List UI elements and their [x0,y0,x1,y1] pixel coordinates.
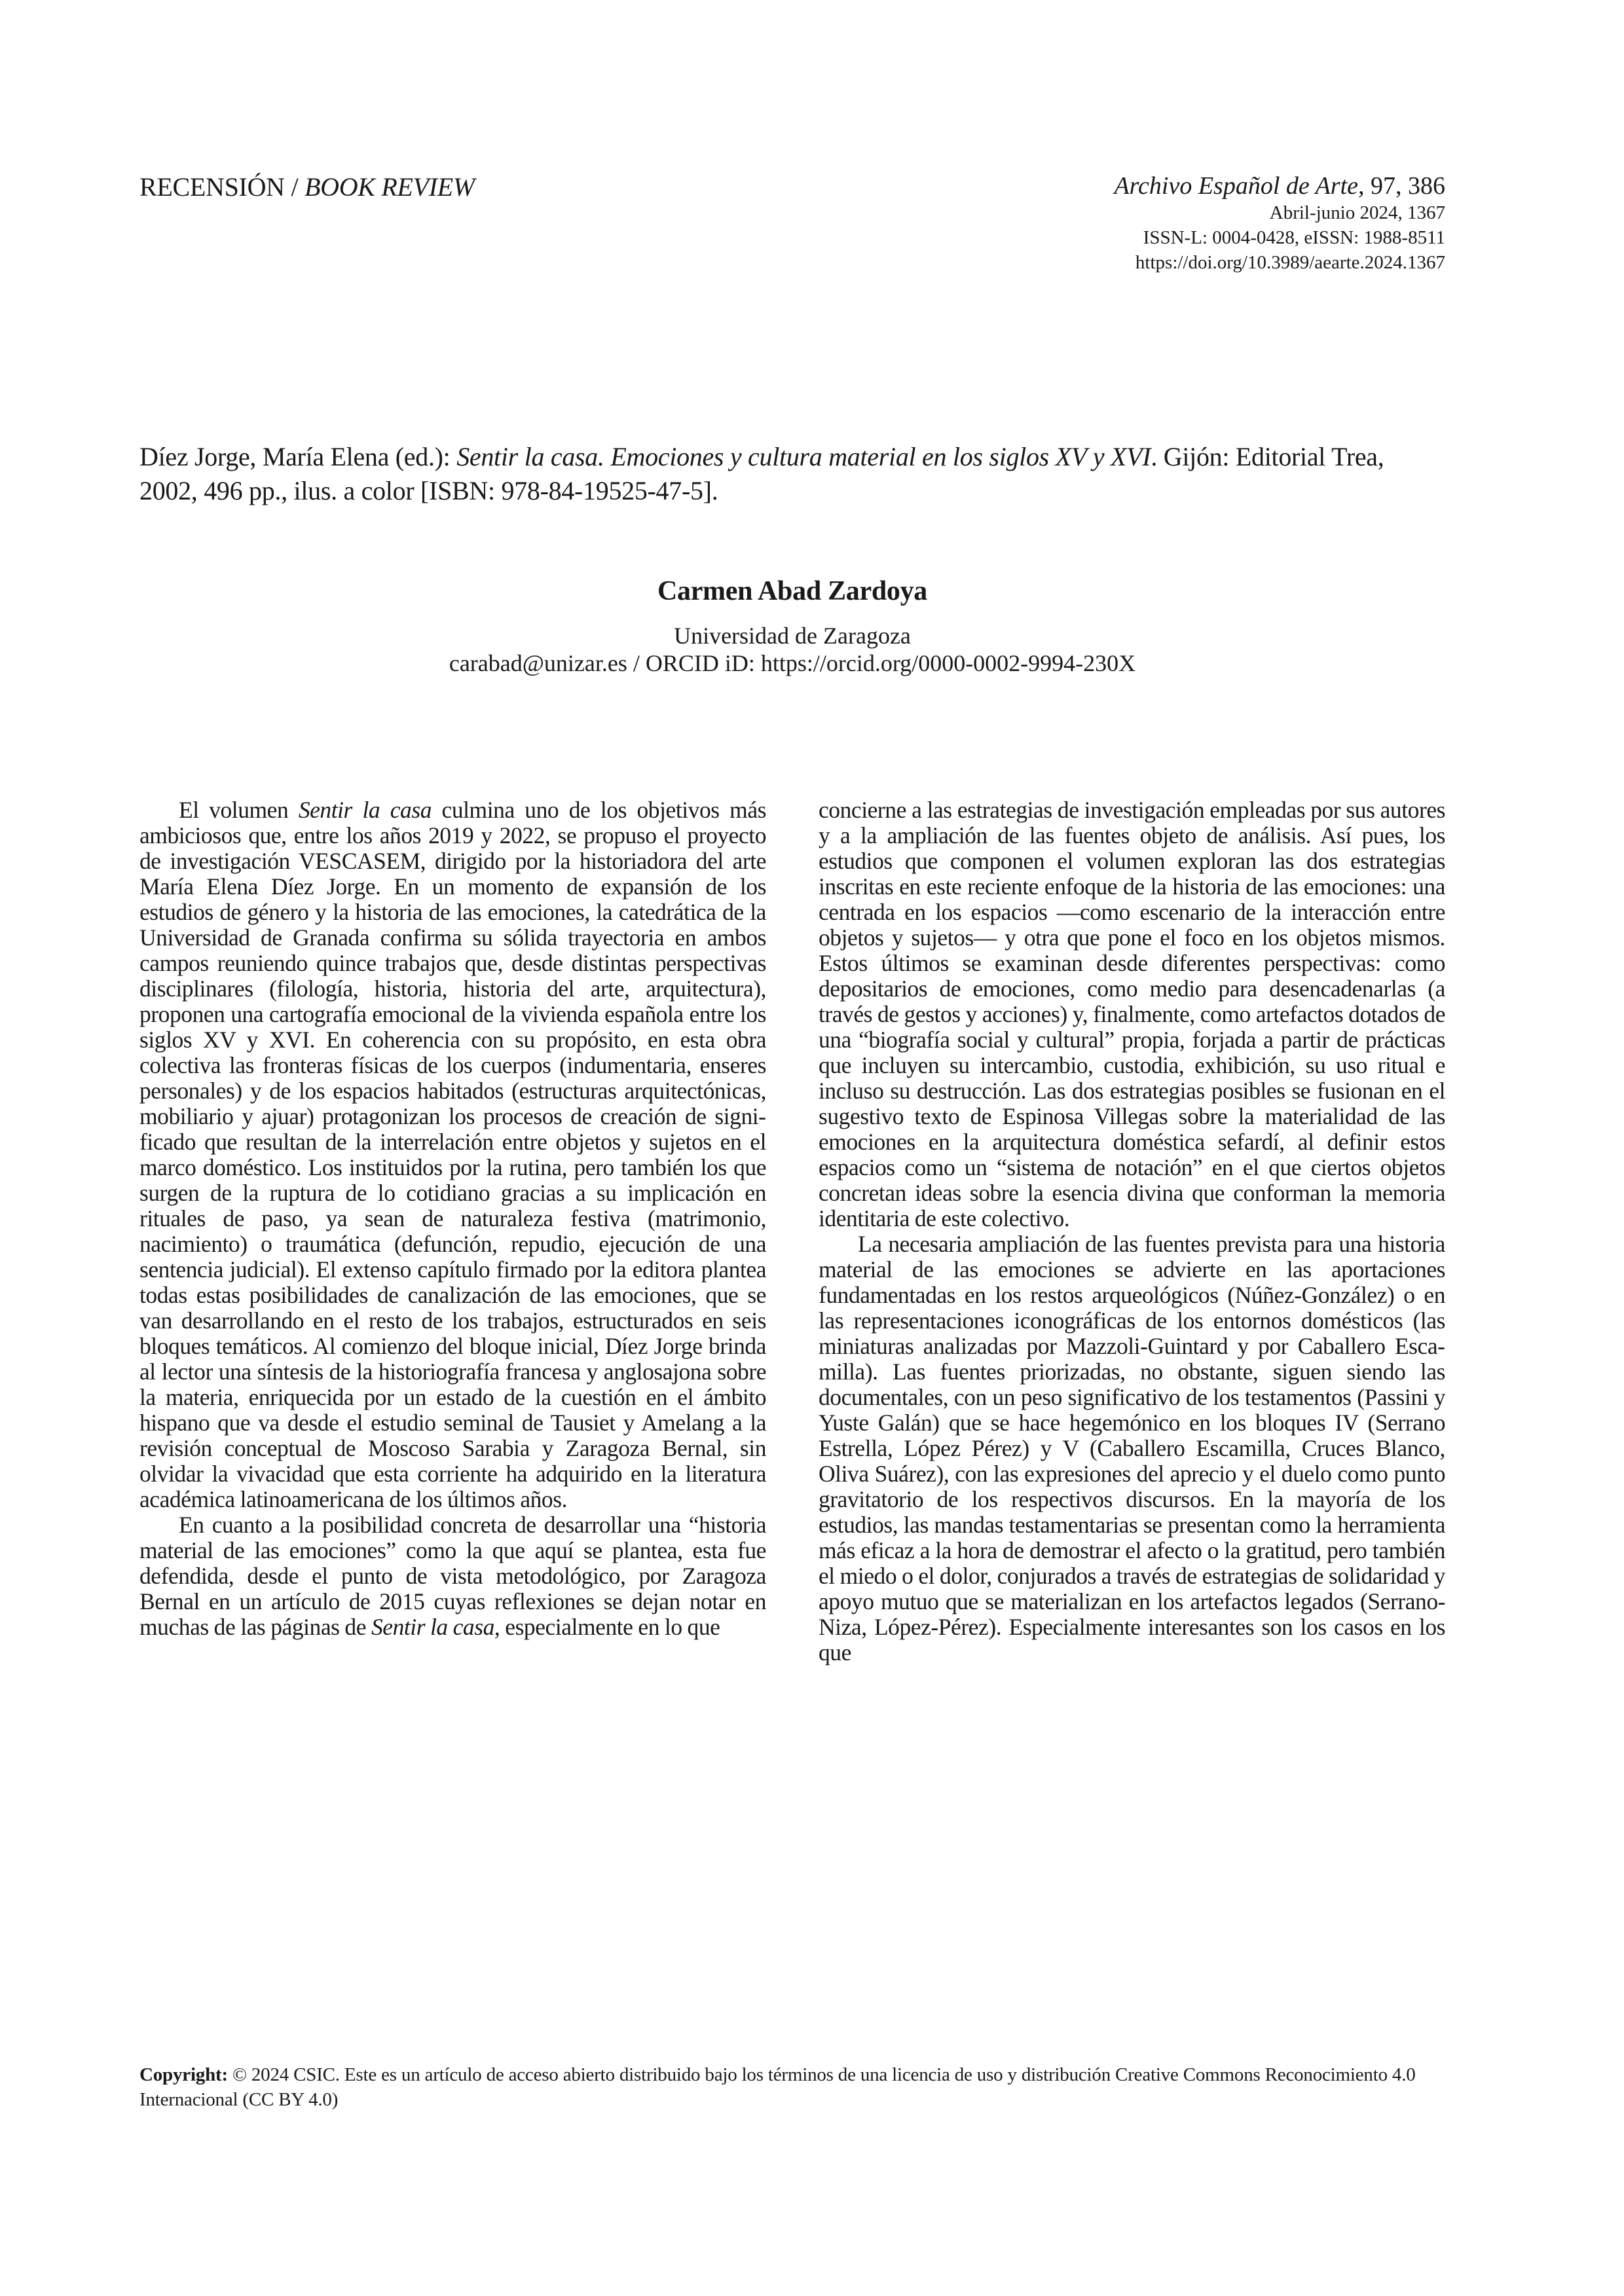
journal-volume: 97, 386 [1364,172,1445,200]
paragraph-text: El volumen [179,797,299,823]
issue-date: Abril-junio 2024, 1367 [1269,202,1445,223]
citation-book-title: Sentir la casa. Emociones y cultura material en los siglos XV y XVI [456,442,1151,471]
reviewer-affiliation: Universidad de Zaragoza [674,623,911,649]
paragraph: concierne a las estrategias de investigación empleadas por sus autores y a la ampliación de las fuentes objeto de análisis. Así pues, los estudios que componen el volumen exploran las dos estrategias inscritas en este reciente enfoque de la historia de las emociones: una centrada en los espacios —como escenario de la interacción entre objetos y sujetos— y otra que pone el foco en los objetos mismos. Estos últimos se examinan desde diferentes perspectivas: como depositarios de emociones, como medio para desencadenarlas (a través de gestos y acciones) y, finalmente, como artefactos dotados de una “biografía social y cultural” propia, forjada a partir de prácticas que incluyen su intercambio, custodia, exhibición, su uso ritual e incluso su destrucción. Las dos estrategias posibles se fusionan en el sugestivo texto de Espinosa Villegas sobre la materialidad de las emociones en la arquitectura doméstica sefardí, al definir estos espacios como un “sistema de notación” en el que ciertos objetos concretan ideas sobre la esencia divina que conforman la memoria identitaria de este colectivo. [819,797,1445,1231]
copyright-footer [139,2062,1445,2112]
paragraph: La necesaria ampliación de las fuentes prevista para una historia material de las emociones se advierte en las aportaciones fundamentadas en los restos arqueológicos (Núñez-González) o en las representaciones iconográficas de los entornos domésticos (las miniaturas analizadas por Mazzoli-Guintard y por Caballero Escamilla). Las fuentes priorizadas, no obstante, siguen siendo las documentales, con un peso significativo de los testamentos (Passini y Yuste Galán) que se hace hegemónico en los bloques IV (Serrano Estrella, López Pérez) y V (Caballero Escamilla, Cruces Blanco, Oliva Suárez), con las expresiones del aprecio y el duelo como punto gravitatorio de los respectivos discursos. En la mayoría de los estudios, las mandas testamentarias se presentan como la herramienta más eficaz a la hora de demostrar el afecto o la gratitud, pero también el miedo o el dolor, conjurados a través de estrategias de solidaridad y apoyo mutuo que se materializan en los artefactos legados (Serrano-Niza, López-Pérez). Especialmente interesantes son los casos en los que [819,1231,1445,1666]
doi-link[interactable]: https://doi.org/10.3989/aearte.2024.1367 [1135,252,1445,273]
section-label-es: RECENSIÓN [139,172,285,202]
body-right-column [819,797,1445,1666]
issn: ISSN-L: 0004-0428, eISSN: 1988-8511 [1143,227,1445,248]
section-separator: / [284,172,304,202]
journal-title-line [1114,172,1445,200]
reviewer-contact[interactable]: carabad@unizar.es / ORCID iD: https://orcid.org/0000-0002-9994-230X [449,650,1136,676]
reviewer-name: Carmen Abad Zardoya [657,576,927,606]
journal-name: Archivo Español de Arte, [1114,172,1365,200]
paragraph-text: En cuanto a la posibilidad concreta de desarrollar una “historia material de las emociones” como la que aquí se plantea, esta fue defendida, desde el punto de vista metodológico, por Zaragoza Bernal en un artículo de 2015 cuyas reflexiones se dejan notar en muchas de las páginas de [139,1512,766,1640]
book-title-italic: Sentir la casa [371,1614,494,1640]
book-title-italic: Sentir la casa [298,797,432,823]
citation-publication: . Gijón: Editorial Trea, 2002, 496 pp., ilus. a color [ISBN: 978-84-19525-47-5]. [139,442,1384,505]
paragraph-text: culmina uno de los objetivos más ambiciosos que, entre los años 2019 y 2022, se propuso el proyecto de investigación VESCASEM, dirigido por la historiadora del arte María Elena Díez Jorge. En un momento de expansión de los estudios de género y la historia de las emociones, la catedrática de la Universidad de Granada confirma su sólida trayectoria en ambos campos reuniendo quince trabajos que, desde distintas perspectivas disciplinares (filología, historia, historia del arte, arquitectura), proponen una cartografía emocional de la vivienda española entre los siglos XV y XVI. En coherencia con su propósito, en esta obra colectiva las fronteras físicas de los cuerpos (indumentaria, enseres personales) y de los espacios habitados (estructuras arquitectónicas, mobiliario y ajuar) protagonizan los procesos de creación de significado que resultan de la interrelación entre objetos y sujetos en el marco doméstico. Los instituidos por la rutina, pero también los que surgen de la ruptura de lo cotidiano gracias a su implicación en rituales de paso, ya sean de naturaleza festiva (matrimonio, nacimiento) o traumática (defunción, repudio, ejecución de una sentencia judicial). El extenso capítulo firmado por la editora plantea todas estas posibilidades de canalización de las emociones, que se van desarrollando en el resto de los trabajos, estructurados en seis bloques temáticos. Al comienzo del bloque inicial, Díez Jorge brinda al lector una síntesis de la historiografía francesa y anglosajona sobre la materia, enriquecida por un estado de la cuestión en el ámbito hispano que va desde el estudio seminal de Tausiet y Amelang a la revisión conceptual de Moscoso Sarabia y Zaragoza Bernal, sin olvidar la vivacidad que esta corriente ha adquirido en la literatura académica latinoamericana de los últimos años. [139,797,766,1512]
section-label-en: BOOK REVIEW [304,172,475,202]
reviewer-block [139,575,1445,677]
copyright-label: Copyright: [139,2064,228,2085]
citation-authors: Díez Jorge, María Elena (ed.): [139,442,457,471]
journal-info [1114,172,1445,275]
section-label [139,172,475,202]
paragraph [139,1512,766,1640]
book-citation [139,440,1445,508]
paragraph-text: , especialmente en lo que [494,1614,720,1640]
body-left-column [139,797,766,1640]
copyright-text: © 2024 CSIC. Este es un artículo de acceso abierto distribuido bajo los términos de una licencia de uso y distribución Creative Commons Reconocimiento 4.0 Internacional (CC BY 4.0) [139,2064,1416,2110]
paragraph [139,797,766,1512]
